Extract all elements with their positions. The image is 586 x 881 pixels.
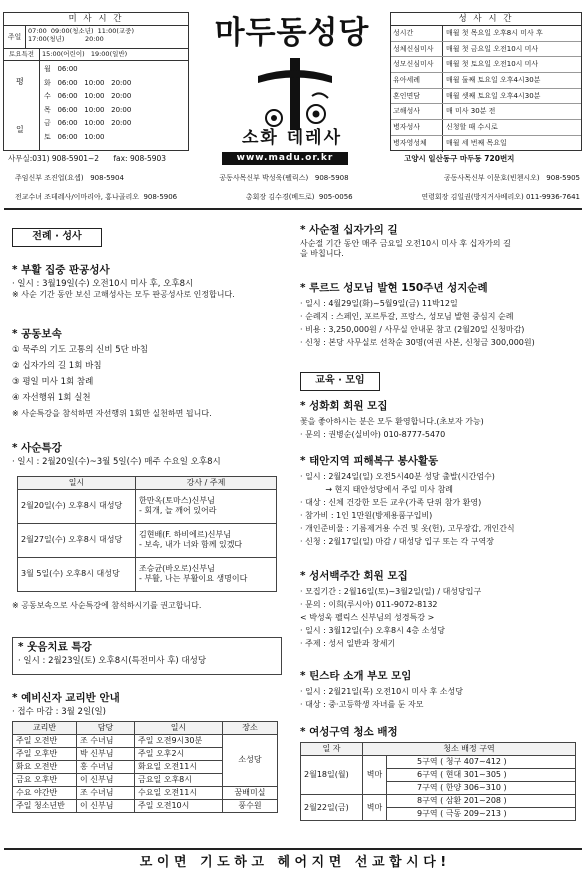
article-line: · 일시 : 2월23일(토) 오후8시(특전미사 후) 대성당 bbox=[18, 656, 207, 667]
article-line: ② 십자가의 길 1회 바침 bbox=[12, 361, 102, 371]
lecturer: 김현배(F. 하비에르)신부님 bbox=[139, 530, 231, 540]
staff-item: 공동사목신부 박성욱(펠릭스) 908-5908 bbox=[219, 174, 349, 182]
office-phone: 사무실:031) 908-5901~2 fax: 908-5903 bbox=[8, 154, 167, 163]
article-line: · 일시 : 3월19일(수) 오전10시 미사 후, 오후8시 bbox=[12, 279, 194, 290]
sacrament-text: 매월 셋째 토요일 오후4시30분 bbox=[446, 91, 541, 100]
article-line: · 일시 : 2월21일(목) 오전10시 미사 후 소성당 bbox=[300, 687, 463, 696]
lecturer: 한만옥(토마스)신부님 bbox=[139, 496, 215, 506]
article-confession bbox=[12, 264, 282, 300]
article-title: * 부활 집중 판공성사 bbox=[12, 264, 110, 276]
sunday-times-2: 17:00(청년) 20:00 bbox=[28, 35, 104, 44]
article-line: 꽃을 좋아하시는 분은 모두 환영합니다.(초보자 가능) bbox=[300, 417, 484, 426]
article-bible-study bbox=[300, 570, 582, 650]
article-lourdes bbox=[300, 282, 582, 349]
article-taean bbox=[300, 455, 582, 548]
table-header: 일 자 bbox=[301, 743, 363, 756]
sacrament-row bbox=[391, 136, 581, 152]
table-row bbox=[18, 557, 277, 591]
article-laughter-therapy bbox=[12, 637, 282, 675]
table-cell: 주일 청소년반 bbox=[13, 799, 77, 812]
table-cell bbox=[136, 489, 277, 523]
sacrament-row bbox=[391, 42, 581, 58]
table-cell: 화요 오전반 bbox=[13, 760, 77, 773]
article-note: ※ 공동보속으로 사순특강에 참석하시기를 권고합니다. bbox=[12, 600, 202, 610]
parish-title: 마두동성당 bbox=[214, 15, 370, 51]
weekday-times: 06:00 10:00 20:00 bbox=[57, 78, 132, 87]
footer-divider bbox=[4, 848, 582, 850]
staff-item: 연령회장 김일권(방지거사베리오) 011-9936-7641 bbox=[421, 193, 580, 201]
footer-slogan: 모 이 면 기 도 하 고 헤 어 지 면 선 교 합 시 다 ! bbox=[139, 855, 447, 870]
staff-item: 주임신부 조진업(요셉) 908-5904 bbox=[15, 174, 124, 182]
saturday-times: 15:00(어린이) 19:00(일반) bbox=[42, 50, 128, 58]
table-header: 장소 bbox=[223, 721, 278, 734]
article-line: < 박성욱 펠릭스 신부님의 성경특강 > bbox=[300, 613, 435, 622]
table-cell: 수요 야간반 bbox=[13, 786, 77, 799]
weekday-times: 06:00 10:00 20:00 bbox=[57, 119, 132, 127]
weekday-row bbox=[44, 104, 184, 118]
section-liturgy: 전례 · 성사 bbox=[12, 228, 102, 247]
table-cell: 조 수녀님 bbox=[77, 786, 135, 799]
article-title: * 사순특강 bbox=[12, 442, 62, 454]
sacrament-label: 병자영성체 bbox=[391, 136, 443, 152]
table-cell bbox=[136, 557, 277, 591]
article-title: * 성서백주간 회원 모집 bbox=[300, 570, 408, 582]
weekday-day: 금 bbox=[44, 119, 51, 127]
table-cell: 주일 오전반 bbox=[13, 734, 77, 747]
article-line: ③ 평일 미사 1회 참례 bbox=[12, 377, 94, 387]
sacrament-label: 병자성사 bbox=[391, 120, 443, 135]
article-teenstar bbox=[300, 670, 582, 711]
table-cell: 금요 오후반 bbox=[13, 773, 77, 786]
table-row bbox=[13, 734, 278, 747]
article-title: * 태안지역 피해복구 봉사활동 bbox=[300, 455, 439, 467]
sacrament-text: 매월 둘째 토요일 오후4시30분 bbox=[446, 76, 541, 85]
table-cell: 9구역 ( 극동 209~213 ) bbox=[387, 808, 576, 821]
table-cell: 주일 오전9시30분 bbox=[135, 734, 223, 747]
staff-item: 공동사목신부 이문호(빈첸시오) 908-5905 bbox=[444, 174, 580, 182]
sacrament-row bbox=[391, 73, 581, 89]
table-row bbox=[18, 489, 277, 523]
article-flower-club bbox=[300, 400, 582, 441]
table-header: 청소 배정 구역 bbox=[363, 743, 576, 756]
article-line: · 모집기간 : 2월16일(토)~3월2일(일) / 대성당입구 bbox=[300, 587, 482, 596]
article-line: · 개인준비물 : 기름제거용 수건 및 옷(헌), 고무장갑, 개인간식 bbox=[300, 524, 515, 533]
sunday-label: 주일 bbox=[4, 26, 26, 48]
article-line: · 일시 : 3월12일(수) 오후8시 4층 소성당 bbox=[300, 626, 445, 635]
staff-row-2 bbox=[15, 193, 580, 202]
weekday-day: 월 bbox=[44, 65, 51, 73]
website-banner[interactable]: www.madu.or.kr bbox=[222, 152, 348, 165]
table-cell: 수요일 오전11시 bbox=[135, 786, 223, 799]
table-header: 일시 bbox=[135, 721, 223, 734]
article-line: · 비용 : 3,250,000원 / 사무실 안내문 참고 (2월20일 신청마감) bbox=[300, 325, 525, 334]
weekday-block bbox=[4, 61, 188, 150]
article-title: * 여성구역 청소 배정 bbox=[300, 726, 398, 738]
article-title: * 성화회 회원 모집 bbox=[300, 400, 388, 412]
sacrament-row bbox=[391, 89, 581, 105]
sacrament-row bbox=[391, 104, 581, 120]
sacrament-schedule-box bbox=[390, 12, 582, 151]
table-cell: 이 신부님 bbox=[77, 799, 135, 812]
table-cell: 3월 5일(수) 오후8시 대성당 bbox=[18, 557, 136, 591]
table-cell: 홍 수녀님 bbox=[77, 760, 135, 773]
table-cell: 6구역 ( 현대 301~305 ) bbox=[387, 769, 576, 782]
section-education: 교육 · 모임 bbox=[300, 372, 380, 391]
staff-item: 총회장 김수경(베드로) 905-0056 bbox=[245, 193, 353, 201]
sunday-row bbox=[4, 26, 188, 49]
table-header: 강사 / 주제 bbox=[136, 476, 277, 489]
article-line: · 문의 : 이희(루시아) 011-9072-8132 bbox=[300, 600, 438, 609]
weekday-label-2: 일 bbox=[16, 125, 24, 134]
sacrament-text: 매 미사 30분 전 bbox=[446, 107, 496, 116]
article-line: · 주제 : 성서 일반과 창세기 bbox=[300, 639, 396, 648]
table-cell: 벽마 bbox=[363, 756, 387, 795]
article-line: ① 묵주의 기도 고통의 신비 5단 바침 bbox=[12, 345, 148, 355]
sacrament-text: 매월 첫 금요일 오전10시 미사 bbox=[446, 44, 539, 53]
sacrament-label: 성체신심미사 bbox=[391, 42, 443, 57]
table-cell: 벽마 bbox=[363, 795, 387, 821]
table-cell bbox=[136, 523, 277, 557]
sunday-times-1: 07:00 09:00(청소년) 11:00(교중) bbox=[28, 27, 134, 35]
mass-schedule-box bbox=[3, 12, 189, 151]
weekday-label-1: 평 bbox=[16, 77, 24, 86]
article-catechumen bbox=[12, 692, 282, 813]
table-header: 일시 bbox=[18, 476, 136, 489]
weekday-row bbox=[44, 131, 184, 145]
article-title: * 공동보속 bbox=[12, 328, 62, 340]
weekday-day: 수 bbox=[44, 92, 51, 100]
sacrament-row bbox=[391, 57, 581, 73]
table-cell: 화요일 오전11시 bbox=[135, 760, 223, 773]
article-line: · 접수 마감 : 3월 2일(일) bbox=[12, 707, 107, 718]
article-line: · 신청 : 2월17일(일) 마감 / 대성당 입구 또는 각 구역장 bbox=[300, 537, 494, 546]
table-cell: 주일 오후2시 bbox=[135, 747, 223, 760]
weekday-times: 06:00 10:00 20:00 bbox=[57, 105, 132, 114]
weekday-day: 토 bbox=[44, 132, 51, 141]
sacrament-row bbox=[391, 120, 581, 136]
article-penance bbox=[12, 326, 282, 422]
article-line: · 신청 : 본당 사무실로 선착순 30명(여권 사본, 신청금 300,000원) bbox=[300, 338, 535, 347]
cleaning-table bbox=[300, 742, 576, 821]
article-title: * 사순절 십자가의 길 bbox=[300, 224, 398, 236]
table-cell: 5구역 ( 청구 407~412 ) bbox=[387, 756, 576, 769]
sacrament-text: 매월 첫 토요일 오전10시 미사 bbox=[446, 60, 539, 69]
article-lent-lecture bbox=[12, 442, 282, 611]
sacrament-label: 유아세례 bbox=[391, 73, 443, 88]
lecturer: 조승균(바오로)신부님 bbox=[139, 564, 215, 574]
table-cell: 소성당 bbox=[223, 734, 278, 786]
table-row bbox=[301, 756, 576, 769]
saturday-label: 토요특전 bbox=[4, 49, 40, 60]
article-title: * 예비신자 교리반 안내 bbox=[12, 692, 120, 704]
table-cell: 박 신부님 bbox=[77, 747, 135, 760]
table-cell: 주일 오후반 bbox=[13, 747, 77, 760]
table-row bbox=[13, 799, 278, 812]
catechumen-table bbox=[12, 721, 278, 813]
table-row bbox=[18, 523, 277, 557]
table-cell: 풍수원 bbox=[223, 799, 278, 812]
sacrament-label: 혼인면담 bbox=[391, 89, 443, 104]
article-title: * 틴스타 소개 부모 모임 bbox=[300, 670, 412, 682]
sacrament-schedule-title: 성 사 시 간 bbox=[391, 13, 581, 26]
table-header: 담당 bbox=[77, 721, 135, 734]
article-line: · 일시 : 2월24일(일) 오전5시40분 성당 출발(시간엄수) bbox=[300, 472, 495, 481]
sacrament-rows bbox=[391, 26, 581, 152]
lecture-table bbox=[17, 476, 277, 592]
article-stations bbox=[300, 224, 582, 259]
table-cell: 2월20일(수) 오후8시 대성당 bbox=[18, 489, 136, 523]
table-row bbox=[13, 786, 278, 799]
article-line: · 대상 : 중·고등학생 자녀를 둔 자모 bbox=[300, 700, 424, 709]
article-line: · 일시 : 4월29일(화)~5월9일(금) 11박12일 bbox=[300, 299, 458, 308]
article-line: · 대상 : 신체 건강한 모든 교우(가족 단위 참가 환영) bbox=[300, 498, 482, 507]
sacrament-label: 성모신심미사 bbox=[391, 57, 443, 72]
table-cell: 꿈배미실 bbox=[223, 786, 278, 799]
article-line: · 순례지 : 스페인, 포르투갈, 프랑스, 성모님 발현 중심지 순례 bbox=[300, 312, 514, 321]
lecture-topic: - 보속, 내가 너와 함께 있겠다 bbox=[139, 540, 243, 550]
table-cell: 2월27일(수) 오후8시 대성당 bbox=[18, 523, 136, 557]
table-cell: 조 수녀님 bbox=[77, 734, 135, 747]
table-row bbox=[301, 795, 576, 808]
table-cell: 7구역 ( 한양 306~310 ) bbox=[387, 782, 576, 795]
article-line: · 일시 : 2월20일(수)~3월 5일(수) 매주 수요일 오후8시 bbox=[12, 457, 221, 468]
sacrament-row bbox=[391, 26, 581, 42]
weekday-times: 06:00 10:00 20:00 bbox=[57, 92, 132, 100]
staff-row-1 bbox=[15, 174, 580, 183]
article-line: → 현지 태안성당에서 주일 미사 참례 bbox=[300, 485, 454, 494]
header-divider bbox=[4, 208, 582, 210]
weekday-row bbox=[44, 63, 184, 77]
weekday-row bbox=[44, 90, 184, 104]
table-cell: 이 신부님 bbox=[77, 773, 135, 786]
article-line: · 참가비 : 1인 1만원(방제용품구입비) bbox=[300, 511, 433, 520]
lecture-topic: - 회개, 늘 깨어 있어라 bbox=[139, 506, 217, 516]
table-cell: 주일 오전10시 bbox=[135, 799, 223, 812]
article-line: 을 바칩니다. bbox=[300, 249, 344, 259]
mass-schedule-title: 미 사 시 간 bbox=[4, 13, 188, 26]
table-cell: 금요일 오후8시 bbox=[135, 773, 223, 786]
sacrament-text: 신청할 때 수시로 bbox=[446, 123, 498, 132]
weekday-row bbox=[44, 77, 184, 91]
staff-item: 전교수녀 조데레사/이마리아, 홍나골리오 908-5906 bbox=[15, 193, 178, 201]
sacrament-label: 고해성사 bbox=[391, 104, 443, 119]
article-line: ※ 사순특강을 참석하면 자선행위 1회만 실천하면 됩니다. bbox=[12, 409, 212, 418]
article-line: · 문의 : 권병순(실비아) 010-8777-5470 bbox=[300, 430, 446, 439]
weekday-row bbox=[44, 117, 184, 131]
weekday-day: 화 bbox=[44, 78, 51, 87]
article-title: * 웃음치료 특강 bbox=[18, 641, 92, 653]
table-cell: 8구역 ( 삼환 201~208 ) bbox=[387, 795, 576, 808]
article-line: ※ 사순 기간 동안 보신 고해성사는 모두 판공성사로 인정합니다. bbox=[12, 289, 235, 299]
parish-subtitle: 소화 데레사 bbox=[241, 128, 343, 148]
parish-address: 고양시 일산동구 마두동 720번지 bbox=[404, 154, 515, 163]
weekday-day: 목 bbox=[44, 105, 51, 114]
article-cleaning bbox=[300, 726, 582, 821]
weekday-times: 06:00 10:00 bbox=[57, 132, 105, 141]
sacrament-text: 매월 첫 목요일 오후8시 미사 후 bbox=[446, 29, 543, 37]
article-line: ④ 자선행위 1회 실천 bbox=[12, 393, 91, 403]
table-header: 교리반 bbox=[13, 721, 77, 734]
lecture-topic: - 부활, 나는 부활이요 생명이다 bbox=[139, 574, 248, 584]
article-line: 사순절 기간 동안 매주 금요일 오전10시 미사 후 십자가의 길 bbox=[300, 239, 511, 249]
sacrament-label: 성시간 bbox=[391, 26, 443, 41]
cross-logo-icon bbox=[240, 56, 350, 132]
table-cell: 2월22일(금) bbox=[301, 795, 363, 821]
weekday-times: 06:00 bbox=[57, 65, 78, 73]
sacrament-text: 매월 세 번째 목요일 bbox=[446, 138, 507, 147]
table-cell: 2월18일(월) bbox=[301, 756, 363, 795]
article-title: * 루르드 성모님 발현 150주년 성지순례 bbox=[300, 282, 488, 294]
saturday-row bbox=[4, 49, 188, 61]
